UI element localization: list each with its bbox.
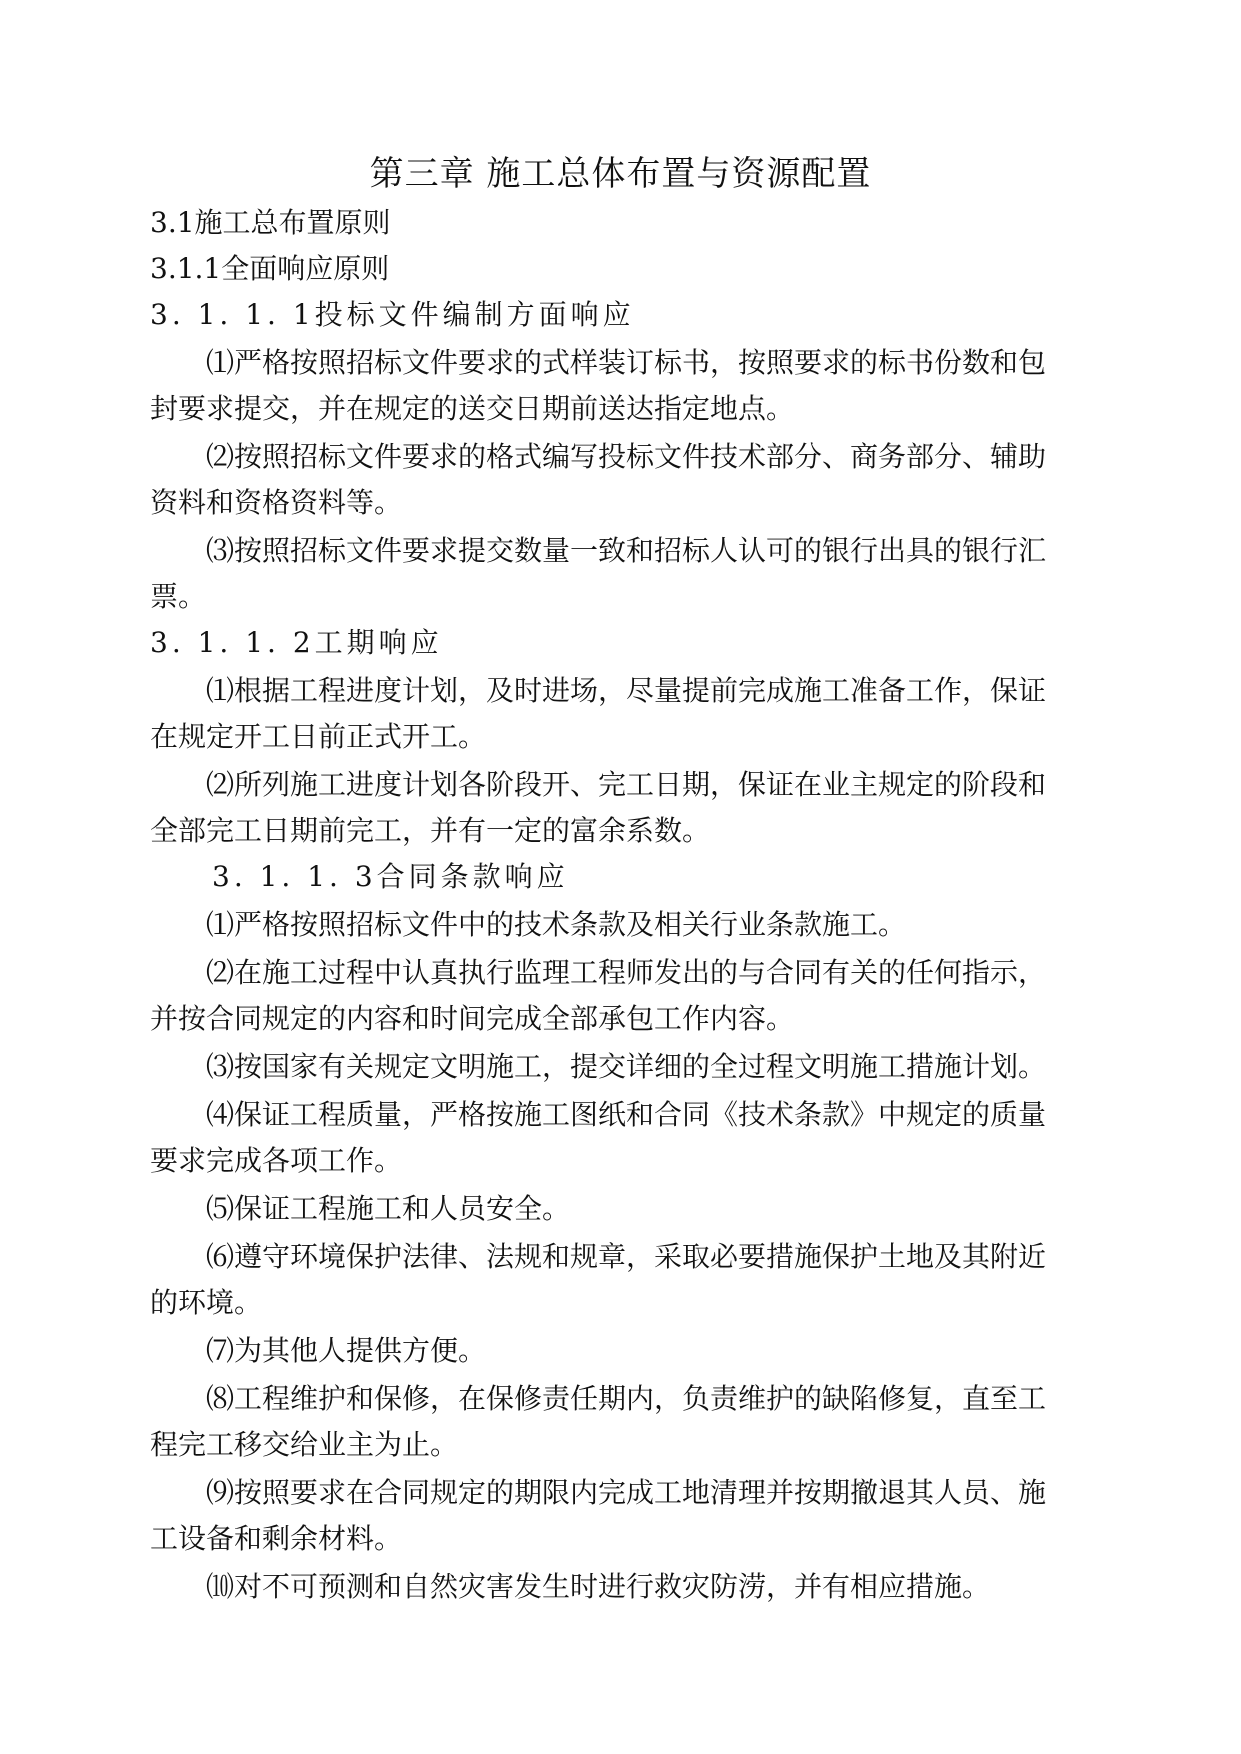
paragraph-line: 全部完工日期前完工，并有一定的富余系数。 <box>150 814 711 847</box>
section-heading: 3.1施工总布置原则 <box>150 206 391 239</box>
subsection-heading: 3.1.1全面响应原则 <box>150 252 390 285</box>
paragraph-line: ⑶按照招标文件要求提交数量一致和招标人认可的银行出具的银行汇 <box>206 534 1047 567</box>
subsubsection-heading: 3. 1. 1. 2工期响应 <box>150 626 443 659</box>
paragraph-line: 要求完成各项工作。 <box>150 1144 403 1177</box>
paragraph-line: 票。 <box>150 580 207 613</box>
subsubsection-heading: 3. 1. 1. 3合同条款响应 <box>212 860 569 893</box>
paragraph-line: 工设备和剩余材料。 <box>150 1522 403 1555</box>
paragraph-line: 的环境。 <box>150 1286 263 1319</box>
paragraph-line: 封要求提交，并在规定的送交日期前送达指定地点。 <box>150 392 795 425</box>
paragraph-line: ⑽对不可预测和自然灾害发生时进行救灾防涝，并有相应措施。 <box>206 1570 991 1603</box>
paragraph-line: ⑵所列施工进度计划各阶段开、完工日期，保证在业主规定的阶段和 <box>206 768 1047 801</box>
paragraph-line: ⑺为其他人提供方便。 <box>206 1334 487 1367</box>
paragraph-line: 程完工移交给业主为止。 <box>150 1428 459 1461</box>
paragraph-line: 在规定开工日前正式开工。 <box>150 720 487 753</box>
paragraph-line: ⑶按国家有关规定文明施工，提交详细的全过程文明施工措施计划。 <box>206 1050 1047 1083</box>
paragraph-line: ⑼按照要求在合同规定的期限内完成工地清理并按期撤退其人员、施 <box>206 1476 1047 1509</box>
paragraph-line: 资料和资格资料等。 <box>150 486 403 519</box>
chapter-title: 第三章 施工总体布置与资源配置 <box>369 154 872 194</box>
paragraph-line: ⑻工程维护和保修，在保修责任期内，负责维护的缺陷修复，直至工 <box>206 1382 1047 1415</box>
paragraph-line: ⑴严格按照招标文件中的技术条款及相关行业条款施工。 <box>206 908 907 941</box>
subsubsection-heading: 3. 1. 1. 1投标文件编制方面响应 <box>150 298 635 331</box>
paragraph-line: 并按合同规定的内容和时间完成全部承包工作内容。 <box>150 1002 795 1035</box>
paragraph-line: ⑷保证工程质量，严格按施工图纸和合同《技术条款》中规定的质量 <box>206 1098 1047 1131</box>
paragraph-line: ⑵按照招标文件要求的格式编写投标文件技术部分、商务部分、辅助 <box>206 440 1047 473</box>
paragraph-line: ⑴根据工程进度计划，及时进场，尽量提前完成施工准备工作，保证 <box>206 674 1047 707</box>
paragraph-line: ⑸保证工程施工和人员安全。 <box>206 1192 571 1225</box>
paragraph-line: ⑵在施工过程中认真执行监理工程师发出的与合同有关的任何指示， <box>206 956 1047 989</box>
paragraph-line: ⑹遵守环境保护法律、法规和规章，采取必要措施保护土地及其附近 <box>206 1240 1047 1273</box>
paragraph-line: ⑴严格按照招标文件要求的式样装订标书，按照要求的标书份数和包 <box>206 346 1047 379</box>
